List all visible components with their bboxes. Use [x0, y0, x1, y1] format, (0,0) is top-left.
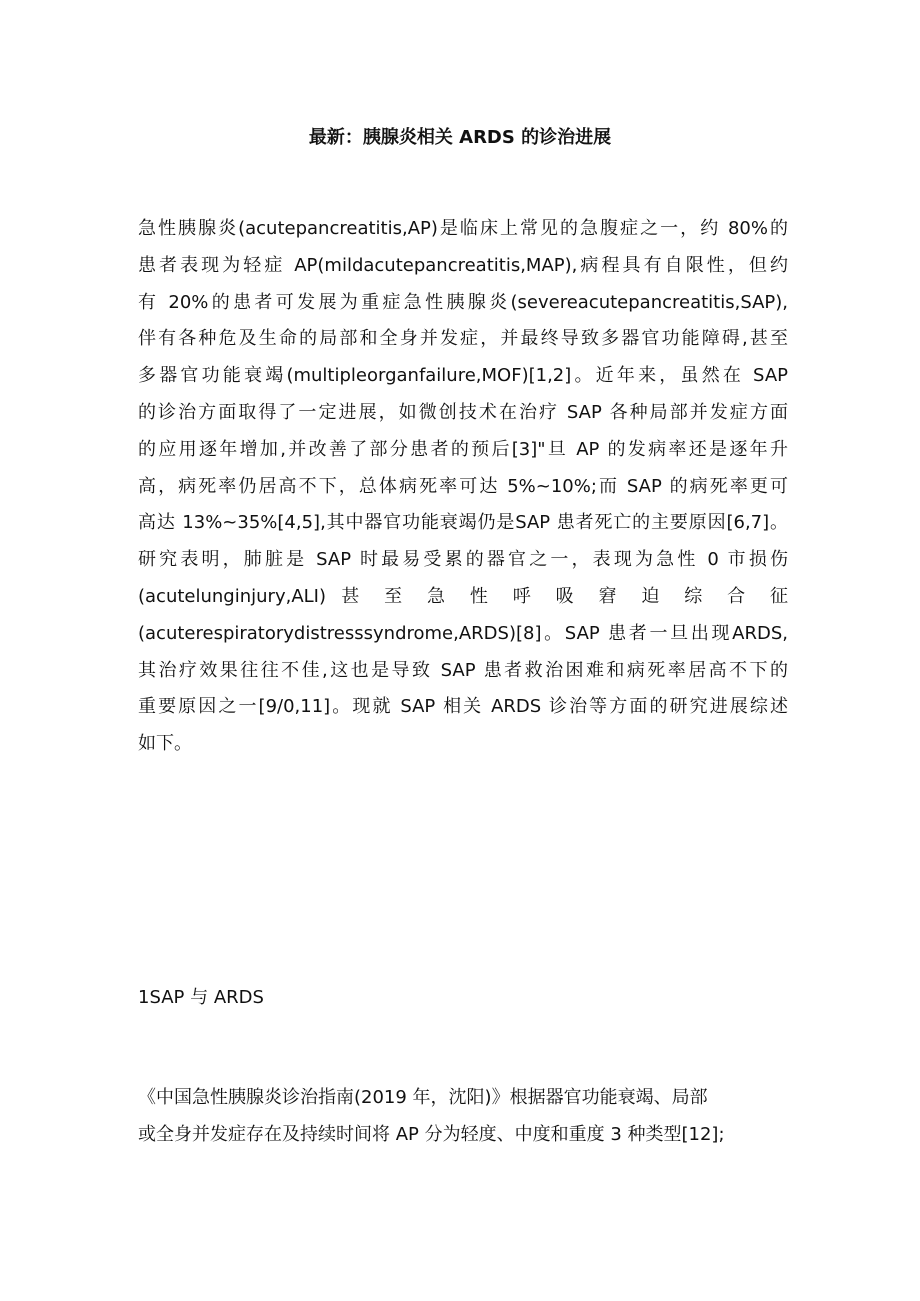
paragraph-classification — [138, 1080, 788, 1154]
paragraph-line: 重要原因之一[9/0,11]。现就 SAP 相关 ARDS 诊治等方面的研究进展综述 — [138, 696, 788, 718]
document-title: 最新：胰腺炎相关 ARDS 的诊治进展 — [308, 127, 612, 148]
paragraph-line: 的诊治方面取得了一定进展，如微创技术在治疗 SAP 各种局部并发症方面 — [138, 401, 788, 423]
paragraph-line: 多器官功能衰竭(multipleorganfailure,MOF)[1,2]。近年来，虽然在 SAP — [138, 365, 788, 387]
paragraph-line: 的应用逐年增加,并改善了部分患者的预后[3]"旦 AP 的发病率还是逐年升 — [138, 438, 788, 460]
paragraph-line: 如下。 — [138, 733, 192, 755]
paragraph-line: (acutelunginjury,ALI) 甚 至 急 性 呼 吸 窘 迫 综 合 征 — [138, 585, 788, 607]
paragraph-line: 急性胰腺炎(acutepancreatitis,AP)是临床上常见的急腹症之一，约 80%的 — [138, 218, 788, 239]
paragraph-line: 研究表明，肺脏是 SAP 时最易受累的器官之一，表现为急性 0 市损伤 — [138, 549, 788, 571]
section-heading: 1SAP 与 ARDS — [138, 987, 264, 1008]
paragraph-line: 高，病死率仍居高不下，总体病死率可达 5%~10%;而 SAP 的病死率更可 — [138, 475, 788, 497]
paragraph-line: 《中国急性胰腺炎诊治指南(2019 年，沈阳)》根据器官功能衰竭、局部 — [138, 1087, 708, 1108]
paragraph-intro — [138, 211, 788, 763]
paragraph-line: 或全身并发症存在及持续时间将 AP 分为轻度、中度和重度 3 种类型[12]; — [138, 1123, 725, 1145]
paragraph-line: 高达 13%~35%[4,5],其中器官功能衰竭仍是SAP 患者死亡的主要原因[6,7]。 — [138, 512, 788, 534]
paragraph-line: 伴有各种危及生命的局部和全身并发症，并最终导致多器官功能障碍,甚至 — [138, 328, 788, 350]
paragraph-line: (acuterespiratorydistresssyndrome,ARDS)[8]。SAP 患者一旦出现ARDS, — [138, 622, 788, 644]
paragraph-line: 有 20%的患者可发展为重症急性胰腺炎(severeacutepancreatitis,SAP), — [138, 291, 788, 313]
paragraph-line: 患者表现为轻症 AP(mildacutepancreatitis,MAP),病程具有自限性，但约 — [138, 254, 788, 276]
paragraph-line: 其治疗效果往往不佳,这也是导致 SAP 患者救治困难和病死率居高不下的 — [138, 659, 788, 681]
